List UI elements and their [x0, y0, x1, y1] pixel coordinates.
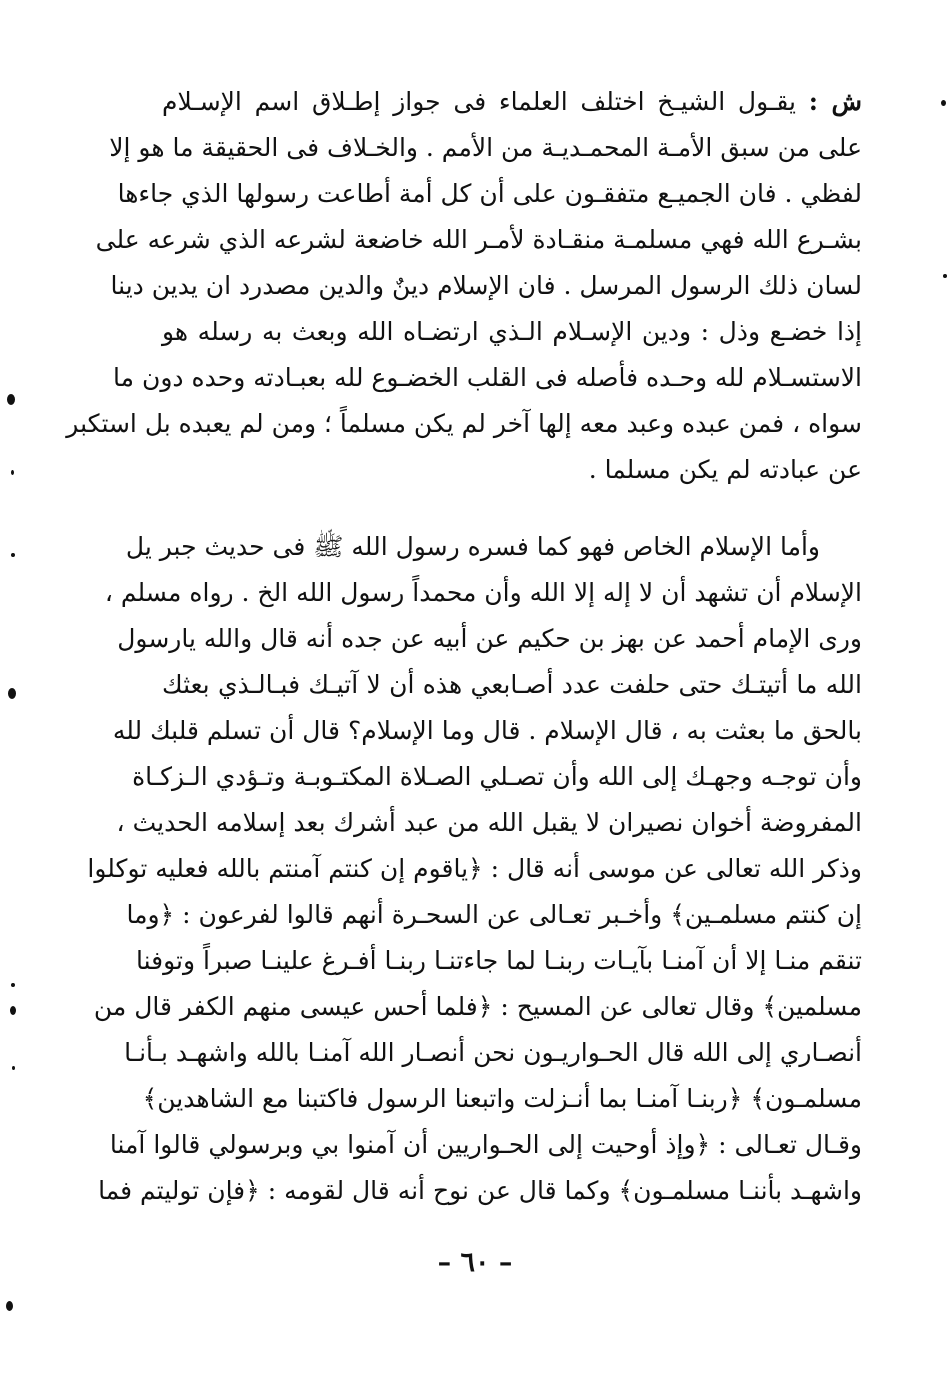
scan-speck — [10, 1006, 16, 1015]
text-line: وذكر الله تعالى عن موسى أنه قال : ﴿ياقوم إن كنتم آمنتم بالله فعليه توكلوا — [87, 854, 862, 883]
scan-speck — [7, 394, 15, 405]
text-line: مسلمـون﴾ ﴿ربنـا آمنـا بما أنـزلت واتبعنا الرسول فاكتبنا مع الشاهدين﴾ — [142, 1084, 862, 1113]
page-number: – ٦٠ – — [437, 1247, 513, 1278]
scan-speck — [11, 470, 14, 475]
text-line: إن كنتم مسلمـين﴾ وأخـبر تعـالى عن السحـرة أنهم قالوا لفرعون : ﴿وما — [126, 900, 862, 929]
commentary-lead: ش : — [808, 87, 862, 116]
text-line: وقـال تعـالى : ﴿وإذ أوحيت إلى الحـواريين أن آمنوا بي وبرسولي قالوا آمنا — [109, 1130, 862, 1159]
scan-speck — [941, 100, 946, 106]
text-line: مسلمين﴾ وقال تعالى عن المسيح : ﴿فلما أحس عيسى منهم الكفر قال من — [93, 992, 862, 1021]
scan-speck — [11, 983, 15, 987]
scan-speck — [943, 274, 947, 278]
text-line: الله ما أتيتـك حتى حلفت عدد أصـابعي هذه أن لا آتيـك فبـالـذي بعثك — [162, 670, 862, 699]
text-line: سواه ، فمن عبده وعبد معه إلها آخر لم يكن مسلماً ؛ ومن لم يعبده بل استكبر — [66, 409, 862, 438]
text-line — [162, 79, 862, 125]
text-line: لفظي . فان الجميـع متفقـون على أن كل أمة أطاعت رسولها الذي جاءها — [117, 179, 862, 208]
text-line: ورى الإمام أحمد عن بهز بن حكيم عن أبيه عن جده أنه قال والله يارسول — [117, 624, 862, 653]
scan-speck — [11, 553, 15, 557]
text-line: المفروضة أخوان نصيران لا يقبل الله من عبد أشرك بعد إسلامه الحديث ، — [116, 808, 862, 837]
commentary-paragraph — [66, 79, 862, 493]
text-line: وأما الإسلام الخاص فهو كما فسره رسول الله ﷺ فى حديث جبر يل — [125, 532, 820, 561]
text-line: واشهـد بأننـا مسلمـون﴾ وكما قال عن نوح أنه قال لقومه : ﴿فإن توليتم فما — [98, 1176, 862, 1205]
scan-speck — [8, 688, 16, 699]
text-line: على من سبق الأمـة المحمـديـة من الأمم . والخـلاف فى الحقيقة ما هو إلا — [109, 133, 862, 162]
text-line: بشـرع الله فهي مسلمـة منقـادة لأمـر الله خاضعة لشرعه الذي شرعه على — [95, 225, 862, 254]
text-line: عن عبادته لم يكن مسلما . — [588, 455, 862, 484]
text-line: تنقم منـا إلا أن آمنـا بآيـات ربنـا لما جاءتنـا ربنـا أفـرغ علينـا صبراً وتوفنا — [135, 946, 862, 975]
text-line: وأن توجـه وجهـك إلى الله وأن تصـلي الصـلاة المكتـوبـة وتـؤدي الـزكـاة — [132, 762, 862, 791]
islam-section-paragraph — [87, 524, 862, 1214]
commentary-line-text: يقـول الشيـخ اختلف العلماء فى جواز إطـلاق اسم الإسـلام — [162, 87, 796, 116]
text-line: لسان ذلك الرسول المرسل . فان الإسلام دينٌ والدين مصدرد ان يدين دينا — [110, 271, 862, 300]
text-line: بالحق ما بعثت به ، قال الإسلام . قال وما الإسلام؟ قال أن تسلم قلبك لله — [112, 716, 862, 745]
text-line: الاستسـلام لله وحـده فأصله فى القلب الخضـوع لله بعبـادته وحده دون ما — [113, 363, 862, 392]
text-line: الإسلام أن تشهد أن لا إله إلا الله وأن محمداً رسول الله الخ . رواه مسلم ، — [104, 578, 862, 607]
text-line: أنصـاري إلى الله قال الحـواريـون نحن أنصـار الله آمنـا بالله واشهـد بـأنـا — [124, 1038, 862, 1067]
scan-speck — [6, 1301, 13, 1311]
scan-speck — [12, 1066, 15, 1070]
text-line: إذا خضـع وذل : ودين الإسـلام الـذي ارتضـاه الله وبعث به رسله هو — [162, 317, 862, 346]
